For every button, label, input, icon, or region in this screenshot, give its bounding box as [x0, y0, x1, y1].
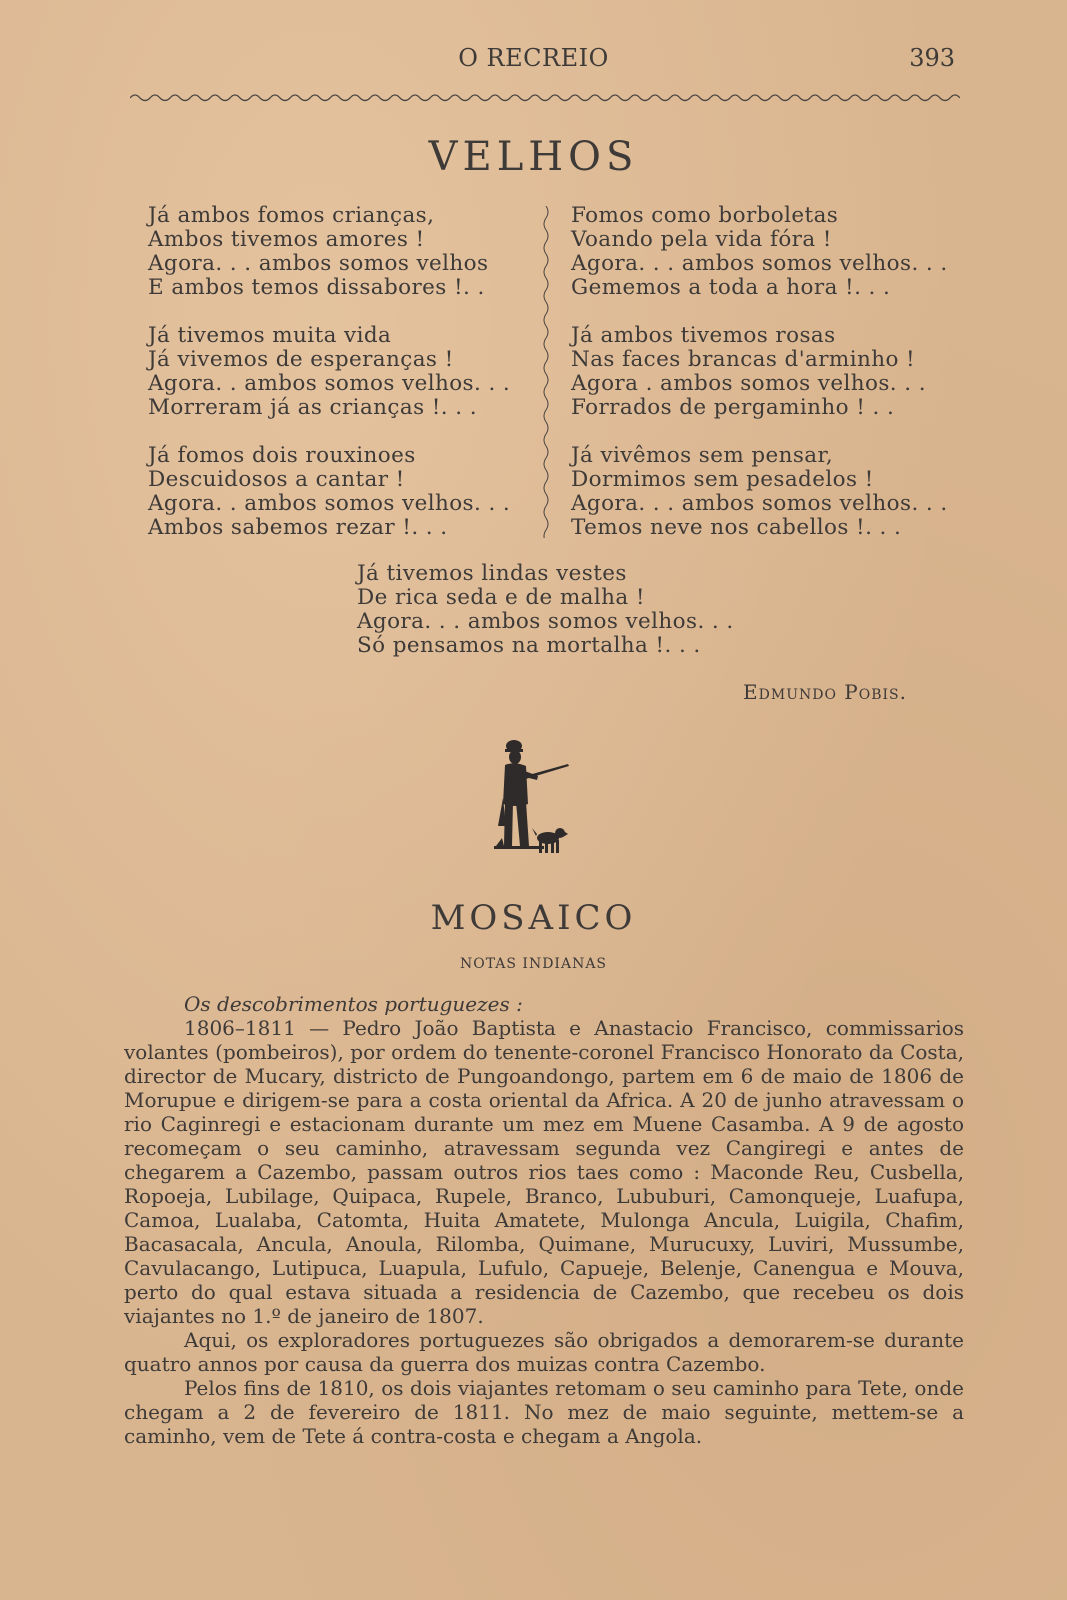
running-header-title: O RECREIO: [458, 44, 609, 72]
poem-line: Só pensamos na mortalha !. . .: [357, 633, 701, 658]
article-paragraph: 1806–1811 — Pedro João Baptista e Anastacio Francisco, commissarios volantes (pombeiros), por ordem do tenente-coronel Francisco Honorato da Costa, director de Mucary, districto de Pungoandongo, partem em 6 de maio de 1806 de Morupue e dirigem-se para a costa oriental da Africa. A 20 de junho atravessam o rio Caginregi e estacionam durante um mez em Muene Casamba. A 9 de agosto recomeçam o seu caminho, atravessam segunda vez Cangiregi e antes de chegarem a Cazembo, passam outros rios taes como : Maconde Reu, Cusbella, Ropoeja, Lubilage, Quipaca, Rupele, Branco, Lububuri, Camonqueje, Luafupa, Camoa, Lualaba, Catomta, Huita Amatete, Mulonga Ancula, Luigila, Chafim, Bacasacala, Ancula, Anoula, Rilomba, Quimane, Murucuxy, Luviri, Mussumbe, Cavulacango, Lutipuca, Luapula, Lufulo, Capueje, Belenje, Canengua e Mouva, perto do qual estava situada a residencia de Cazembo, que recebeu os dois viajantes no 1.º de janeiro de 1807.: [124, 1016, 964, 1328]
poem-line: Agora. . . ambos somos velhos. . .: [571, 251, 948, 276]
poem-line: Já tivemos muita vida: [148, 323, 392, 348]
poem-line: Já vivemos de esperanças !: [148, 347, 454, 372]
poem-title: VELHOS: [428, 134, 639, 180]
poem-stanza: [571, 444, 948, 540]
poem-line: Ambos tivemos amores !: [148, 227, 425, 252]
poem-line: Agora. . . ambos somos velhos. . .: [571, 491, 948, 516]
article-body: [124, 992, 964, 1448]
section-subtitle: NOTAS INDIANAS: [459, 956, 608, 972]
poem-line: Dormimos sem pesadelos !: [571, 467, 874, 492]
poem-stanza: [148, 324, 510, 420]
poem-stanza: [148, 444, 510, 540]
article-paragraph: Pelos fins de 1810, os dois viajantes retomam o seu caminho para Tete, onde chegam a 2 de fevereiro de 1811. No mez de maio seguinte, mettem-se a caminho, vem de Tete á contra-costa e chegam a Angola.: [124, 1376, 964, 1448]
poem-line: Já ambos fomos crianças,: [148, 203, 435, 228]
poem-final-stanza: [357, 562, 734, 658]
poem-line: Voando pela vida fóra !: [571, 227, 832, 252]
hunter-with-dog-illustration: [488, 738, 588, 874]
poem-line: E ambos temos dissabores !. .: [148, 275, 485, 300]
poem-line: Agora. . . ambos somos velhos: [148, 251, 489, 276]
poem-line: Gememos a toda a hora !. . .: [571, 275, 891, 300]
poem-line: Descuidosos a cantar !: [148, 467, 405, 492]
poem-line: Já ambos tivemos rosas: [571, 323, 836, 348]
section-title: MOSAICO: [430, 898, 637, 938]
poem-line: Morreram já as crianças !. . .: [148, 395, 477, 420]
poem-line: Nas faces brancas d'arminho !: [571, 347, 916, 372]
article-paragraph: Aqui, os exploradores portuguezes são obrigados a demorarem-se durante quatro annos por causa da guerra dos muizas contra Cazembo.: [124, 1328, 964, 1376]
poem-line: Temos neve nos cabellos !. . .: [571, 515, 902, 540]
poem-line: Ambos sabemos rezar !. . .: [148, 515, 448, 540]
poem-line: Agora. . ambos somos velhos. . .: [148, 371, 511, 396]
poem-author: Edmundo Pobis.: [743, 680, 907, 704]
poem-stanza: [571, 204, 948, 300]
wavy-rule-ornament: [130, 90, 960, 104]
poem-line: Forrados de pergaminho ! . .: [571, 395, 895, 420]
poem-line: Fomos como borboletas: [571, 203, 839, 228]
poem-left-column: [148, 204, 510, 564]
poem-line: Agora. . ambos somos velhos. . .: [148, 491, 511, 516]
poem-stanza: [571, 324, 948, 420]
poem-line: Agora . ambos somos velhos. . .: [571, 371, 926, 396]
poem-line: Já fomos dois rouxinoes: [148, 443, 416, 468]
poem-right-column: [571, 204, 948, 564]
poem-line: Já vivêmos sem pensar,: [571, 443, 834, 468]
poem-stanza: [148, 204, 510, 300]
poem-line: Já tivemos lindas vestes: [357, 561, 627, 586]
poem-line: Agora. . . ambos somos velhos. . .: [357, 609, 734, 634]
page-number: 393: [909, 44, 955, 72]
poem-line: De rica seda e de malha !: [357, 585, 645, 610]
article-intro: Os descobrimentos portuguezes :: [184, 992, 523, 1016]
column-divider-ornament: [541, 206, 551, 538]
